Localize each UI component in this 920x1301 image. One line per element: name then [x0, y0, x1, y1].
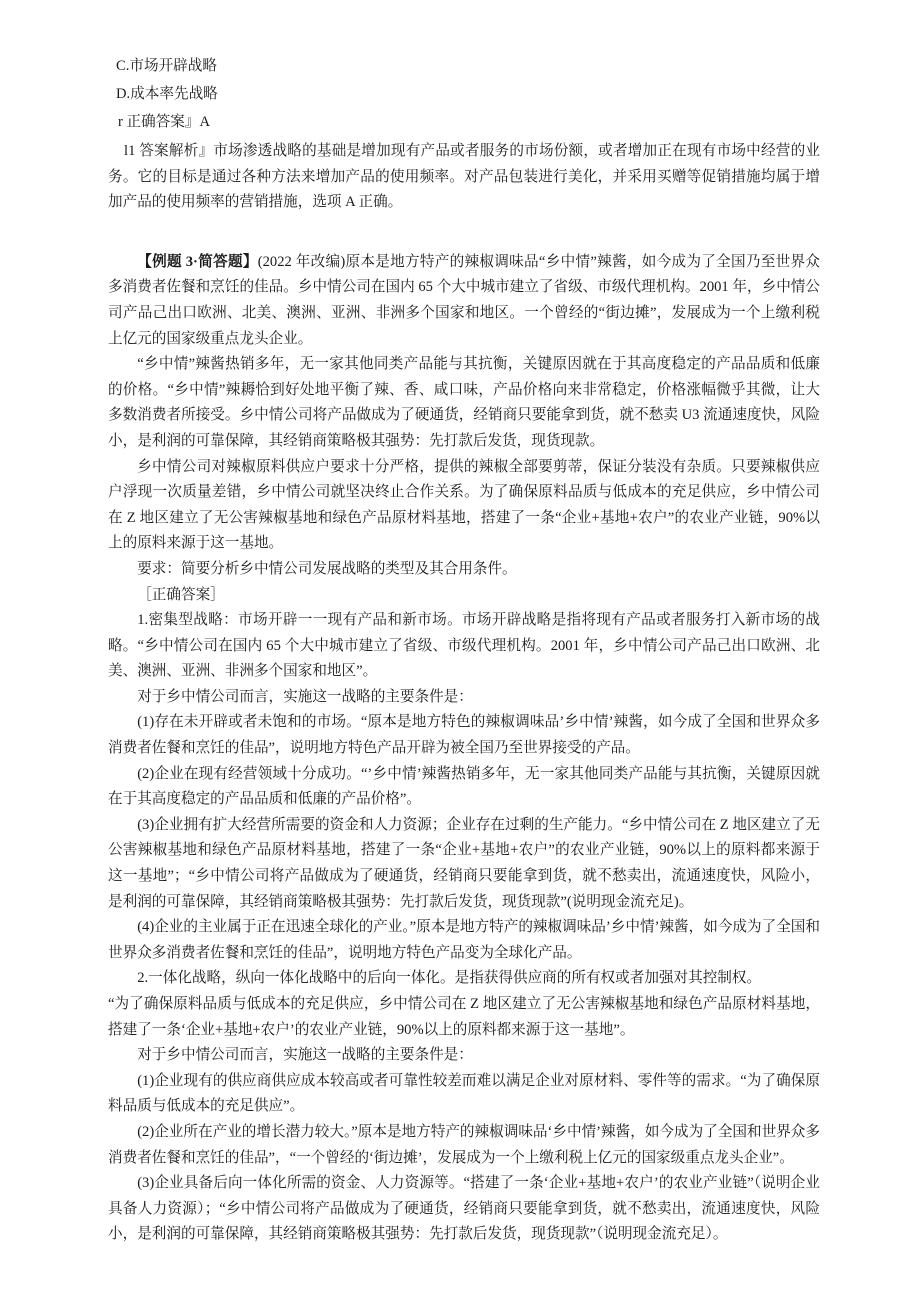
- example3-source: (2022 年改编): [257, 253, 346, 270]
- answer-part-1-condition-intro: 对于乡中情公司而言，实施这一战略的主要条件是：: [137, 688, 473, 705]
- option-c: C.市场开辟战略: [116, 58, 217, 74]
- answer-part-2-item-1: (1)企业现有的供应商供应成本较高或者可靠性较差而难以满足企业对原材料、零件等的需求。“为了确保原料品质与低成本的充足供应”。: [108, 1072, 820, 1115]
- answer-part-2-item-3: (3)企业具备后向一体化所需的资金、人力资源等。“搭建了一条‘企业+基地+农户’的农业产业链”（说明企业具备人力资源）；“乡中情公司将产品做成为了硬通货，经销商只要能拿到货，就不愁卖出，流通速度快，风险小，是利润的可靠保障，其经销商策略极其强势：先打款后发货，现货现款”（说明现金流充足）。: [108, 1175, 820, 1243]
- option-d: D.成本率先战略: [116, 86, 218, 102]
- answer-part-2-lead: 2.一体化战略，纵向一体化战略中的后向一体化。是指获得供应商的所有权或者加强对其控制权。: [137, 970, 762, 987]
- answer-part-2-quote: “为了确保原料品质与低成本的充足供应，乡中情公司在 Z 地区建立了无公害辣椒基地和绿色产品原材料基地，搭建了一条‘企业+基地+农户’的农业产业链，90%以上的原料都来源于这一基地”。: [108, 996, 820, 1038]
- example3-answer-header: ［正确答案］: [137, 586, 225, 603]
- example3-requirement: 要求：简要分析乡中情公司发展战略的类型及其合用条件。: [137, 560, 517, 577]
- answer-part-1-item-3: (3)企业拥有扩大经营所需要的资金和人力资源；企业存在过剩的生产能力。“乡中情公司在 Z 地区建立了无公害辣椒基地和绿色产品原材料基地，搭建了一条“企业+基地+农户”的农业产业链，90%以上的原料都来源于这一基地”；“乡中情公司将产品做成为了硬通货，经销商只要能拿到货，就不愁卖出，流通速度快，风险小，是利润的可靠保障，其经销商策略极其强势：先打款后发货，现货现款”(说明现金流充足)。: [108, 816, 820, 910]
- example3-stem-paragraph-1: [108, 250, 820, 352]
- answer-part-2-item-2: (2)企业所在产业的增长潜力较大。”原本是地方特产的辣椒调味品‘乡中情’辣酱，如今成为了全国和世界众多消费者佐餐和烹饪的佳品”，“一个曾经的‘街边摊’，发展成为一个上缴利税上亿元的国家级重点龙头企业”。: [108, 1123, 820, 1166]
- answer-part-1-item-1: (1)存在未开辟或者未饱和的市场。“原本是地方特色的辣椒调味品’乡中情’辣酱，如今成了全国和世界众多消费者佐餐和烹饪的佳品”，说明地方特色产品开辟为被全国乃至世界接受的产品。: [108, 714, 820, 757]
- example3-label: 【例题 3·简答题】: [137, 253, 258, 270]
- example3-stem-paragraph-3: 乡中情公司对辣椒原料供应户要求十分严格，提供的辣椒全部要剪蒂，保证分装没有杂质。只要辣椒供应户浮现一次质量差错，乡中情公司就坚决终止合作关系。为了确保原料品质与低成本的充足供应，乡中情公司在 Z 地区建立了无公害辣椒基地和绿色产品原材料基地，搭建了一条“企业+基地+农户”的农业产业链，90%以上的原料来源于这一基地。: [108, 458, 820, 552]
- answer-part-2-condition-intro: 对于乡中情公司而言，实施这一战略的主要条件是：: [137, 1047, 473, 1064]
- example3-stem-paragraph-2: “乡中情”辣酱热销多年，无一家其他同类产品能与其抗衡，关键原因就在于其高度稳定的产品品质和低廉的价格。“乡中情”辣耨恰到好处地平衡了辣、香、咸口味，产品价格向来非常稳定，价格涨幅微乎其微，让大多数消费者所接受。乡中情公司将产品做成为了硬通货，经销商只要能拿到货，就不愁卖 U3 流通速度快，风险小，是利润的可靠保障，其经销商策略极其强势：先打款后发货，现货现款。: [108, 356, 820, 449]
- correct-answer-line: r 正确答案』A: [118, 114, 211, 130]
- section-spacer: [108, 216, 820, 250]
- answer-part-1-item-4: (4)企业的主业属于正在迅速全球化的产业。”原本是地方特产的辣椒调味品’乡中情’辣酱，如今成为了全国和世界众多消费者佐餐和烹饪的佳品”，说明地方特色产品变为全球化产品。: [108, 919, 820, 961]
- answer-part-1-lead: 1.密集型战略：市场开辟一一现有产品和新市场。市场开辟战略是指将现有产品或者服务打入新市场的战略。“乡中情公司在国内 65 个大中城市建立了省级、市级代理机构。2001 年，乡中情公司产品己出口欧洲、北美、澳洲、亚洲、非洲多个国家和地区”。: [108, 612, 820, 680]
- page-content: [108, 52, 820, 1248]
- answer-explanation-paragraph: l1 答案解析』市场渗透战略的基础是增加现有产品或者服务的市场份额，或者增加正在现有市场中经营的业务。它的目标是通过各种方法来增加产品的使用频率。对产品包装进行美化，并采用买赠等促销措施均属于增加产品的使用频率的营销措施，选项 A 正确。: [108, 143, 820, 211]
- answer-part-1-item-2: (2)企业在现有经营领域十分成功。“’乡中情’辣酱热销多年，无一家其他同类产品能与其抗衡，关键原因就在于其高度稳定的产品品质和低廉的产品价格”。: [108, 765, 820, 808]
- example3-stem-text-1: 原本是地方特产的辣椒调味品“乡中情”辣酱，如今成为了全国乃至世界众多消费者佐餐和烹饪的佳品。乡中情公司在国内 65 个大中城市建立了省级、市级代理机构。2001 年，乡中情公司产品己出口欧洲、北美、澳洲、亚洲、非洲多个国家和地区。一个曾经的“街边摊”，发展成为一个上缴利税上亿元的国家级重点龙头企业。: [108, 253, 820, 347]
